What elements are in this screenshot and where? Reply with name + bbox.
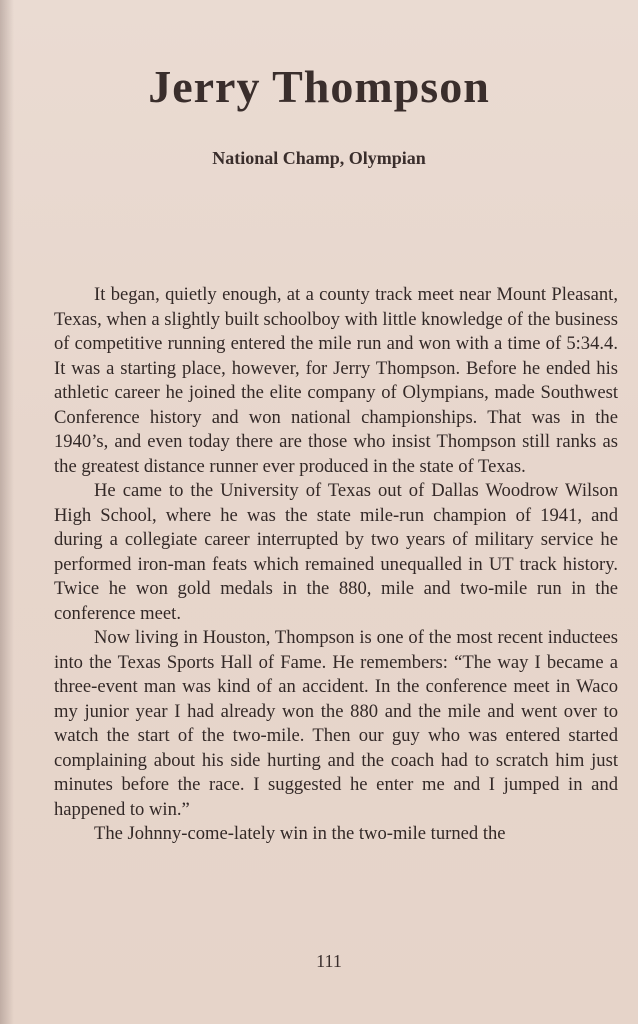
article-body bbox=[54, 283, 618, 847]
paragraph-3: Now living in Houston, Thompson is one of the most recent inductees into the Texas Sports Hall of Fame. He remembers: “The way I became a three-event man was kind of an accident. In the conference meet in Waco my junior year I had already won the 880 and the mile and went over to watch the start of the two-mile. Then our guy who was entered started complaining about his side hurting and the coach had to scratch him just minutes before the race. I suggested he enter me and I jumped in and happened to win.” bbox=[54, 627, 618, 820]
page-number: 111 bbox=[316, 951, 342, 971]
paragraph-2: He came to the University of Texas out of Dallas Woodrow Wilson High School, where he was the state mile-run champion of 1941, and during a collegiate career interrupted by two years of military service he performed iron-man feats which remained unequalled in UT track history. Twice he won gold medals in the 880, mile and two-mile run in the conference meet. bbox=[54, 480, 618, 624]
chapter-subtitle: National Champ, Olympian bbox=[212, 148, 426, 168]
paragraph-1: It began, quietly enough, at a county track meet near Mount Pleasant, Texas, when a slightly built schoolboy with little knowledge of the business of competitive running entered the mile run and won with a time of 5:34.4. It was a starting place, however, for Jerry Thompson. Before he ended his athletic career he joined the elite company of Olympians, made Southwest Conference history and won national championships. That was in the 1940’s, and even today there are those who insist Thompson still ranks as the greatest distance runner ever produced in the state of Texas. bbox=[54, 284, 618, 477]
chapter-title: Jerry Thompson bbox=[148, 61, 490, 112]
paragraph-4: The Johnny-come-lately win in the two-mile turned the bbox=[94, 823, 506, 844]
